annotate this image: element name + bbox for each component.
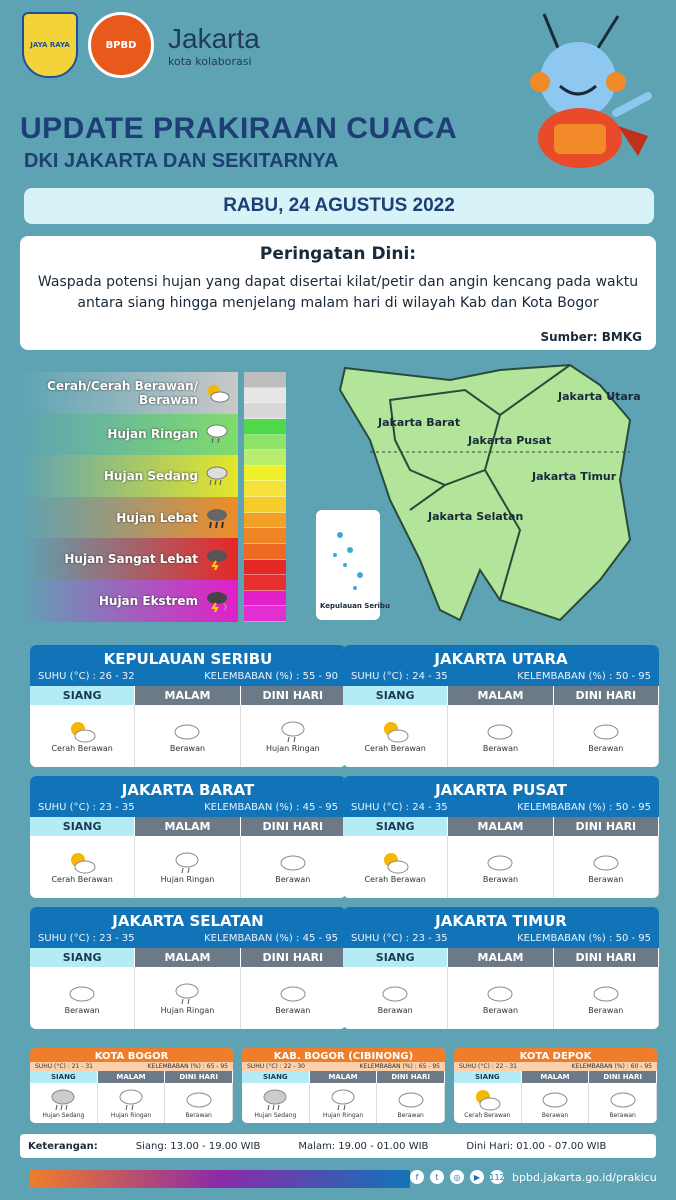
- kelembaban-value: 50 - 95: [615, 933, 651, 944]
- condition-label: Berawan: [609, 1111, 636, 1119]
- kelembaban-value: 50 - 95: [615, 802, 651, 813]
- forecast-dini: [165, 1083, 233, 1123]
- condition-label: Berawan: [397, 1111, 424, 1119]
- kelembaban-label: KELEMBABAN (%) :: [571, 1063, 629, 1070]
- card-header: [343, 776, 659, 817]
- condition-label: Berawan: [588, 743, 624, 753]
- kota-kolaborasi-text: kota kolaborasi: [168, 54, 252, 68]
- suhu-value: 22 - 30: [283, 1063, 305, 1070]
- condition-label: Berawan: [275, 1005, 311, 1015]
- map-label-selatan: Jakarta Selatan: [428, 510, 524, 523]
- footer-bar: [30, 1170, 410, 1188]
- tab-dini: DINI HARI: [241, 948, 346, 967]
- forecast-card: [343, 907, 659, 1029]
- cloud-icon: [485, 720, 515, 744]
- forecast-cells: [30, 705, 346, 767]
- card-meta: [30, 1062, 233, 1071]
- region-name: JAKARTA UTARA: [434, 650, 568, 668]
- condition-label: Hujan Ringan: [110, 1111, 152, 1119]
- color-scale: [244, 372, 286, 622]
- region-name: JAKARTA SELATAN: [112, 912, 264, 930]
- light-rain-icon: [172, 982, 202, 1006]
- moderate-rain-icon: [260, 1088, 290, 1112]
- suhu-value: 23 - 35: [99, 933, 135, 944]
- forecast-card: [242, 1048, 445, 1123]
- kelembaban-label: KELEMBABAN (%) :: [517, 671, 613, 682]
- period-tabs: [454, 1071, 657, 1083]
- instagram-icon[interactable]: ◎: [450, 1170, 464, 1184]
- map-label-barat: Jakarta Barat: [378, 416, 461, 429]
- page-subtitle: DKI JAKARTA DAN SEKITARNYA: [24, 150, 339, 172]
- forecast-card: [30, 1048, 233, 1123]
- keterangan-label: Keterangan:: [28, 1140, 98, 1152]
- cloud-icon: [184, 1088, 214, 1112]
- light-rain-icon: [204, 423, 230, 445]
- forecast-cells: [30, 967, 346, 1029]
- extreme-storm-icon: [204, 590, 230, 612]
- cloud-icon: [608, 1088, 638, 1112]
- kelembaban-label: KELEMBABAN (%) :: [204, 671, 300, 682]
- legend-label: Hujan Lebat: [116, 510, 198, 525]
- region-name: KAB. BOGOR (CIBINONG): [273, 1051, 414, 1062]
- forecast-card: [454, 1048, 657, 1123]
- forecast-siang: [343, 705, 448, 767]
- tab-siang: SIANG: [343, 817, 448, 836]
- condition-label: Hujan Sedang: [42, 1111, 85, 1119]
- forecast-siang: [242, 1083, 310, 1123]
- cloud-icon: [485, 851, 515, 875]
- kelembaban-label: KELEMBABAN (%) :: [359, 1063, 417, 1070]
- kelembaban-label: KELEMBABAN (%) :: [517, 933, 613, 944]
- suhu-value: 23 - 35: [412, 933, 448, 944]
- tab-dini: DINI HARI: [241, 686, 346, 705]
- jakarta-logo: [168, 23, 260, 68]
- suhu-value: 24 - 35: [412, 671, 448, 682]
- bpbd-logo: BPBD: [88, 12, 154, 78]
- legend-item: [20, 580, 238, 622]
- tab-siang: SIANG: [454, 1071, 522, 1083]
- forecast-malam: [448, 836, 553, 898]
- period-tabs: [30, 1071, 233, 1083]
- kelembaban-label: KELEMBABAN (%) :: [517, 802, 613, 813]
- card-header: [343, 907, 659, 948]
- weather-legend: [20, 372, 238, 622]
- sun-cloud-icon: [67, 720, 97, 744]
- jaya-raya-logo: JAYA RAYA: [22, 12, 78, 78]
- suhu-label: SUHU (°C) :: [459, 1063, 494, 1070]
- card-header: [454, 1048, 657, 1071]
- condition-label: Berawan: [588, 874, 624, 884]
- forecast-dini: [377, 1083, 445, 1123]
- forecast-siang: [30, 836, 135, 898]
- condition-label: Berawan: [541, 1111, 569, 1119]
- tab-malam: MALAM: [448, 817, 553, 836]
- tab-siang: SIANG: [30, 817, 135, 836]
- sun-cloud-icon: [204, 382, 230, 404]
- early-warning-box: [20, 236, 656, 350]
- tab-malam: MALAM: [448, 948, 553, 967]
- forecast-malam: [135, 705, 240, 767]
- kelembaban-label: KELEMBABAN (%) :: [147, 1063, 205, 1070]
- forecast-card: [343, 645, 659, 767]
- forecast-cells: [343, 705, 659, 767]
- tab-malam: MALAM: [135, 686, 240, 705]
- legend-label: Hujan Sangat Lebat: [64, 552, 198, 567]
- forecast-card: [30, 645, 346, 767]
- tab-dini: DINI HARI: [241, 817, 346, 836]
- tab-malam: MALAM: [448, 686, 553, 705]
- region-name: JAKARTA BARAT: [121, 781, 255, 799]
- tab-dini: DINI HARI: [554, 948, 659, 967]
- light-rain-icon: [328, 1088, 358, 1112]
- forecast-cells: [343, 836, 659, 898]
- condition-label: Berawan: [588, 1005, 624, 1015]
- tab-dini: DINI HARI: [554, 817, 659, 836]
- condition-label: Berawan: [377, 1005, 413, 1015]
- suhu-label: SUHU (°C) :: [38, 802, 97, 813]
- forecast-malam: [310, 1083, 378, 1123]
- suhu-value: 26 - 32: [99, 671, 135, 682]
- forecast-cells: [242, 1083, 445, 1123]
- region-name: JAKARTA PUSAT: [435, 781, 567, 799]
- period-tabs: [343, 686, 659, 705]
- card-meta: [343, 799, 659, 817]
- condition-label: Berawan: [482, 743, 519, 753]
- forecast-siang: [30, 967, 135, 1029]
- cloud-icon: [396, 1088, 426, 1112]
- tab-dini: DINI HARI: [377, 1071, 445, 1083]
- tab-siang: SIANG: [30, 686, 135, 705]
- cloud-icon: [67, 982, 97, 1006]
- moderate-rain-icon: [48, 1088, 78, 1112]
- warning-line-1: Waspada potensi hujan yang dapat disertai kilat/petir dan angin kencang pada waktu: [37, 274, 639, 290]
- cloud-icon: [380, 982, 410, 1006]
- legend-label: Cerah/Cerah Berawan/: [47, 378, 198, 393]
- condition-label: Berawan: [275, 874, 311, 884]
- legend-label: Hujan Sedang: [103, 468, 198, 483]
- kelembaban-value: 65 - 95: [418, 1063, 440, 1070]
- tab-dini: DINI HARI: [589, 1071, 657, 1083]
- map-label-utara: Jakarta Utara: [558, 390, 641, 403]
- suhu-label: SUHU (°C) :: [247, 1063, 282, 1070]
- map-label-pusat: Jakarta Pusat: [468, 434, 552, 447]
- condition-label: Cerah Berawan: [364, 874, 426, 884]
- condition-label: Berawan: [482, 874, 519, 884]
- card-header: [30, 907, 346, 948]
- forecast-siang: [343, 967, 448, 1029]
- warning-title: Peringatan Dini:: [259, 244, 417, 264]
- heavy-rain-icon: [204, 507, 230, 529]
- forecast-siang: [30, 1083, 98, 1123]
- forecast-cells: [343, 967, 659, 1029]
- kelembaban-value: 45 - 95: [302, 933, 338, 944]
- period-tabs: [30, 686, 346, 705]
- map-label-timur: Jakarta Timur: [532, 470, 617, 483]
- forecast-cells: [30, 836, 346, 898]
- tab-dini: DINI HARI: [165, 1071, 233, 1083]
- sun-cloud-icon: [380, 851, 410, 875]
- tab-malam: MALAM: [135, 817, 240, 836]
- forecast-malam: [522, 1083, 590, 1123]
- card-meta: [242, 1062, 445, 1071]
- warning-line-2: antara siang hingga menjelang malam hari di wilayah Kab dan Kota Bogor: [77, 295, 599, 311]
- condition-label: Cerah Berawan: [464, 1111, 511, 1119]
- forecast-malam: [98, 1083, 166, 1123]
- map-label-seribu: Kepulauan Seribu: [320, 602, 390, 610]
- legend-label: Hujan Ekstrem: [98, 593, 198, 608]
- legend-item: [20, 455, 238, 497]
- light-rain-icon: [278, 720, 308, 744]
- sun-cloud-icon: [472, 1088, 502, 1112]
- forecast-dini: [241, 836, 346, 898]
- forecast-dini: [554, 836, 659, 898]
- kelembaban-value: 65 - 95: [206, 1063, 228, 1070]
- suhu-label: SUHU (°C) :: [38, 671, 97, 682]
- card-header: [30, 776, 346, 817]
- tab-malam: MALAM: [310, 1071, 378, 1083]
- card-header: [343, 645, 659, 686]
- forecast-malam: [135, 836, 240, 898]
- forecast-dini: [589, 1083, 657, 1123]
- warning-source: Sumber: BMKG: [540, 330, 642, 344]
- condition-label: Hujan Ringan: [160, 1005, 215, 1015]
- suhu-label: SUHU (°C) :: [35, 1063, 70, 1070]
- keterangan-dini: Dini Hari: 01.00 - 07.00 WIB: [466, 1140, 607, 1152]
- forecast-card: [30, 776, 346, 898]
- legend-label: Hujan Ringan: [107, 427, 198, 442]
- condition-label: Cerah Berawan: [364, 743, 426, 753]
- period-tabs: [30, 817, 346, 836]
- jakarta-logo-text: Jakarta: [168, 22, 260, 54]
- keterangan-siang: Siang: 13.00 - 19.00 WIB: [135, 1140, 261, 1152]
- page-title: UPDATE PRAKIRAAN CUACA: [20, 112, 458, 145]
- cloud-icon: [540, 1088, 570, 1112]
- moderate-rain-icon: [204, 465, 230, 487]
- forecast-malam: [448, 705, 553, 767]
- twitter-icon[interactable]: t: [430, 1170, 444, 1184]
- condition-label: Hujan Ringan: [265, 743, 320, 753]
- forecast-malam: [448, 967, 553, 1029]
- card-header: [30, 645, 346, 686]
- forecast-cells: [30, 1083, 233, 1123]
- card-header: [30, 1048, 233, 1071]
- period-tabs: [242, 1071, 445, 1083]
- cloud-icon: [591, 851, 621, 875]
- youtube-icon[interactable]: ▶: [470, 1170, 484, 1184]
- suhu-label: SUHU (°C) :: [38, 933, 97, 944]
- cloud-icon: [278, 851, 308, 875]
- period-tabs: [30, 948, 346, 967]
- condition-label: Berawan: [185, 1111, 212, 1119]
- condition-label: Berawan: [64, 1005, 100, 1015]
- kelembaban-value: 50 - 95: [615, 671, 651, 682]
- keterangan-malam: Malam: 19.00 - 01.00 WIB: [298, 1140, 429, 1152]
- condition-label: Cerah Berawan: [51, 743, 113, 753]
- condition-label: Berawan: [169, 743, 206, 753]
- facebook-icon[interactable]: f: [410, 1170, 424, 1184]
- tab-siang: SIANG: [343, 686, 448, 705]
- region-name: KOTA DEPOK: [519, 1051, 592, 1062]
- tab-siang: SIANG: [343, 948, 448, 967]
- cloud-icon: [172, 720, 202, 744]
- sun-cloud-icon: [380, 720, 410, 744]
- legend-item: [20, 538, 238, 580]
- period-tabs: [343, 817, 659, 836]
- legend-item: [20, 372, 238, 414]
- kelembaban-value: 55 - 90: [302, 671, 338, 682]
- tab-malam: MALAM: [135, 948, 240, 967]
- suhu-value: 21 - 31: [71, 1063, 93, 1070]
- card-meta: [343, 930, 659, 948]
- keterangan-bar: [20, 1134, 656, 1158]
- kelembaban-label: KELEMBABAN (%) :: [204, 933, 300, 944]
- legend-item: [20, 414, 238, 456]
- suhu-label: SUHU (°C) :: [351, 933, 410, 944]
- kelembaban-value: 45 - 95: [302, 802, 338, 813]
- mascot-icon: [508, 8, 658, 186]
- card-meta: [30, 799, 346, 817]
- suhu-label: SUHU (°C) :: [351, 802, 410, 813]
- period-tabs: [343, 948, 659, 967]
- card-header: [242, 1048, 445, 1071]
- suhu-value: 22 - 31: [495, 1063, 517, 1070]
- tab-siang: SIANG: [30, 1071, 98, 1083]
- light-rain-icon: [116, 1088, 146, 1112]
- kelembaban-label: KELEMBABAN (%) :: [204, 802, 300, 813]
- forecast-malam: [135, 967, 240, 1029]
- card-meta: [30, 668, 346, 686]
- cloud-icon: [278, 982, 308, 1006]
- region-name: KOTA BOGOR: [94, 1051, 169, 1062]
- forecast-dini: [554, 967, 659, 1029]
- forecast-siang: [454, 1083, 522, 1123]
- legend-label-2: Berawan: [138, 392, 198, 407]
- condition-label: Hujan Sedang: [254, 1111, 297, 1119]
- cloud-icon: [591, 982, 621, 1006]
- forecast-card: [30, 907, 346, 1029]
- suhu-label: SUHU (°C) :: [351, 671, 410, 682]
- cloud-icon: [485, 982, 515, 1006]
- forecast-siang: [343, 836, 448, 898]
- logo-row: [22, 12, 260, 78]
- forecast-dini: [554, 705, 659, 767]
- region-name: KEPULAUAN SERIBU: [103, 650, 273, 668]
- tab-malam: MALAM: [98, 1071, 166, 1083]
- date-banner: RABU, 24 AGUSTUS 2022: [24, 188, 654, 224]
- social-icons: [410, 1170, 504, 1184]
- emergency-112[interactable]: 112: [490, 1170, 504, 1184]
- condition-label: Hujan Ringan: [322, 1111, 364, 1119]
- legend-item: [20, 497, 238, 539]
- card-meta: [454, 1062, 657, 1071]
- suhu-value: 23 - 35: [99, 802, 135, 813]
- forecast-card: [343, 776, 659, 898]
- condition-label: Hujan Ringan: [160, 874, 215, 884]
- forecast-dini: [241, 967, 346, 1029]
- kelembaban-value: 60 - 95: [630, 1063, 652, 1070]
- light-rain-icon: [172, 851, 202, 875]
- jakarta-map: [300, 360, 660, 630]
- forecast-siang: [30, 705, 135, 767]
- tab-dini: DINI HARI: [554, 686, 659, 705]
- footer-url[interactable]: bpbd.jakarta.go.id/prakicu: [512, 1171, 657, 1184]
- condition-label: Berawan: [482, 1005, 519, 1015]
- region-name: JAKARTA TIMUR: [435, 912, 567, 930]
- forecast-dini: [241, 705, 346, 767]
- tab-siang: SIANG: [30, 948, 135, 967]
- suhu-value: 24 - 35: [412, 802, 448, 813]
- card-meta: [30, 930, 346, 948]
- condition-label: Cerah Berawan: [51, 874, 113, 884]
- storm-icon: [204, 548, 230, 570]
- sun-cloud-icon: [67, 851, 97, 875]
- cloud-icon: [591, 720, 621, 744]
- forecast-cells: [454, 1083, 657, 1123]
- tab-malam: MALAM: [522, 1071, 590, 1083]
- tab-siang: SIANG: [242, 1071, 310, 1083]
- card-meta: [343, 668, 659, 686]
